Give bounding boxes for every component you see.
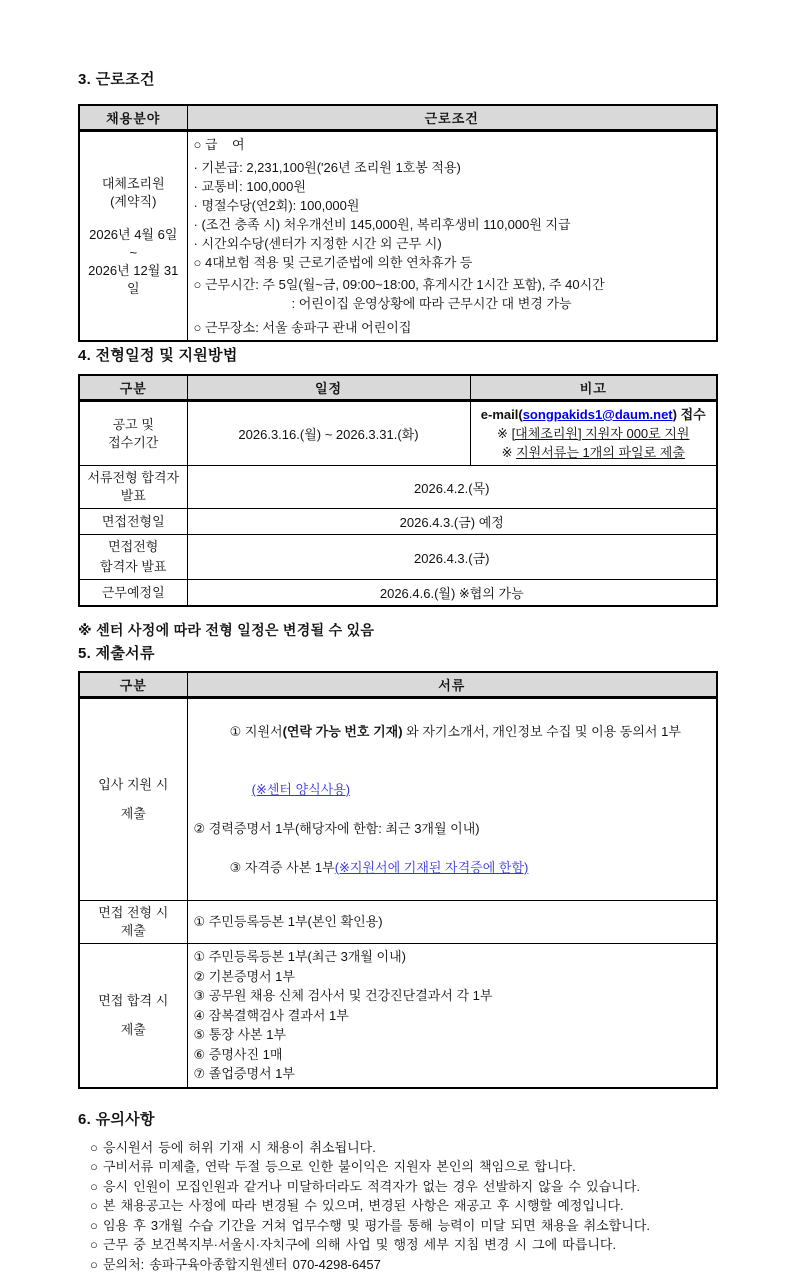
notice-item: ○ 임용 후 3개월 수습 기간을 거쳐 업무수행 및 평가를 통해 능력이 미달 되면 채용을 취소합니다. bbox=[78, 1216, 718, 1236]
table-header-row bbox=[79, 105, 717, 131]
label-line: 발표 bbox=[86, 487, 181, 505]
doc-item-license-copy bbox=[194, 839, 711, 898]
doc-item-center-form-note bbox=[194, 761, 711, 820]
table-row-interview-result bbox=[79, 535, 717, 580]
doc-item: ③ 공무원 채용 신체 검사서 및 건강진단결과서 각 1부 bbox=[194, 986, 711, 1006]
application-period-dates: 2026.3.16.(월) ~ 2026.3.31.(화) bbox=[187, 401, 470, 466]
label-line: 면접 합격 시 bbox=[86, 992, 181, 1010]
license-note: (※지원서에 기재된 자격증에 한함) bbox=[335, 860, 529, 875]
header-schedule: 일정 bbox=[187, 375, 470, 401]
notice-item: ○ 문의처: 송파구육아종합지원센터 070-4298-6457 bbox=[78, 1255, 718, 1274]
transport-allowance: · 교통비: 100,000원 bbox=[194, 177, 711, 196]
doc-item-application-form bbox=[194, 702, 711, 761]
item-bold-text: (연락 가능 번호 기재) bbox=[283, 724, 403, 739]
working-place: ○ 근무장소: 서울 송파구 관내 어린이집 bbox=[194, 318, 711, 337]
remarks-cell bbox=[470, 401, 717, 466]
working-conditions-cell bbox=[187, 131, 717, 342]
schedule-change-footnote: ※ 센터 사정에 따라 전형 일정은 변경될 수 있음 bbox=[78, 620, 718, 640]
extra-allowance: · (조건 충족 시) 처우개선비 145,000원, 복리후생비 110,000원 지급 bbox=[194, 215, 711, 234]
label-line: 합격자 발표 bbox=[86, 558, 181, 576]
section-5-title: 5. 제출서류 bbox=[78, 642, 718, 663]
doc-item: ⑤ 통장 사본 1부 bbox=[194, 1025, 711, 1045]
on-interview-label bbox=[79, 901, 187, 944]
schedule-table bbox=[78, 374, 718, 607]
header-working-conditions: 근로조건 bbox=[187, 105, 717, 131]
label-line: 입사 지원 시 bbox=[86, 776, 181, 794]
label-line: 면접전형 bbox=[86, 538, 181, 556]
table-row-on-pass bbox=[79, 944, 717, 1088]
center-form-note: (※센터 양식사용) bbox=[252, 782, 351, 797]
label-line: 제출 bbox=[86, 922, 181, 940]
working-conditions-table bbox=[78, 104, 718, 342]
email-submit-line bbox=[477, 405, 711, 424]
recruit-field-cell bbox=[79, 131, 187, 342]
interview-date-label: 면접전형일 bbox=[79, 509, 187, 535]
on-application-documents bbox=[187, 698, 717, 901]
holiday-allowance: · 명절수당(연2회): 100,000원 bbox=[194, 196, 711, 215]
doc-item: ② 기본증명서 1부 bbox=[194, 967, 711, 987]
working-hours-note: : 어린이집 운영상황에 따라 근무시간 대 변경 가능 bbox=[194, 294, 711, 313]
table-row-interview-date bbox=[79, 509, 717, 535]
table-row-on-application bbox=[79, 698, 717, 901]
doc-item-resident-register: ① 주민등록등본 1부(본인 확인용) bbox=[194, 912, 711, 932]
table-row-document-result bbox=[79, 466, 717, 509]
work-start-label: 근무예정일 bbox=[79, 580, 187, 607]
work-start-date: 2026.4.6.(월) ※협의 가능 bbox=[187, 580, 717, 607]
pay-title: ○ 급 여 bbox=[194, 135, 711, 154]
overtime-allowance: · 시간외수당(센터가 지정한 시간 외 근무 시) bbox=[194, 234, 711, 253]
label-line: 면접 전형 시 bbox=[86, 904, 181, 922]
header-category: 구분 bbox=[79, 672, 187, 698]
doc-item: ① 주민등록등본 1부(최근 3개월 이내) bbox=[194, 947, 711, 967]
on-application-label bbox=[79, 698, 187, 901]
interview-result-label bbox=[79, 535, 187, 580]
table-header-row bbox=[79, 375, 717, 401]
on-pass-documents bbox=[187, 944, 717, 1088]
interview-date-value: 2026.4.3.(금) 예정 bbox=[187, 509, 717, 535]
label-line: 접수기간 bbox=[86, 434, 181, 452]
doc-item: ④ 잠복결핵검사 결과서 1부 bbox=[194, 1006, 711, 1026]
table-header-row bbox=[79, 672, 717, 698]
date-tilde: ~ bbox=[86, 244, 181, 262]
header-documents: 서류 bbox=[187, 672, 717, 698]
submission-documents-table bbox=[78, 671, 718, 1089]
section-4-title: 4. 전형일정 및 지원방법 bbox=[78, 344, 718, 365]
notice-list bbox=[78, 1138, 718, 1274]
base-pay: · 기본급: 2,231,100원('26년 조리원 1호봉 적용) bbox=[194, 158, 711, 177]
notice-item: ○ 구비서류 미제출, 연락 두절 등으로 인한 불이익은 지원자 본인의 책임으로 합니다. bbox=[78, 1157, 718, 1177]
single-file-rule: 지원서류는 1개의 파일로 제출 bbox=[516, 445, 685, 460]
notice-item: ○ 본 채용공고는 사정에 따라 변경될 수 있으며, 변경된 사항은 재공고 후 시행할 예정입니다. bbox=[78, 1196, 718, 1216]
insurance-line: ○ 4대보험 적용 및 근로기준법에 의한 연차휴가 등 bbox=[194, 253, 711, 272]
contract-end-date: 2026년 12월 31일 bbox=[86, 262, 181, 298]
applicant-name-rule: [대체조리원] 지원자 000로 지원 bbox=[512, 426, 690, 441]
table-row-on-interview bbox=[79, 901, 717, 944]
doc-item: ⑥ 증명사진 1매 bbox=[194, 1045, 711, 1065]
notice-item: ○ 근무 중 보건복지부·서울시·자치구에 의해 사업 및 행정 세부 지침 변경 시 그에 따릅니다. bbox=[78, 1235, 718, 1255]
application-period-label bbox=[79, 401, 187, 466]
item-text: ③ 자격증 사본 1부 bbox=[230, 860, 335, 875]
email-link[interactable]: songpakids1@daum.net bbox=[523, 407, 673, 422]
working-hours: ○ 근무시간: 주 5일(월~금, 09:00~18:00, 휴게시간 1시간 포함), 주 40시간 bbox=[194, 275, 711, 294]
label-line: 제출 bbox=[86, 1021, 181, 1039]
table-row-application-period bbox=[79, 401, 717, 466]
position-name: 대체조리원 bbox=[86, 175, 181, 193]
table-row bbox=[79, 131, 717, 342]
document-result-label bbox=[79, 466, 187, 509]
section-6-title: 6. 유의사항 bbox=[78, 1108, 718, 1129]
ref-mark: ※ bbox=[502, 445, 517, 460]
table-row-work-start bbox=[79, 580, 717, 607]
on-pass-label bbox=[79, 944, 187, 1088]
label-line: 공고 및 bbox=[86, 416, 181, 434]
contract-type: (계약직) bbox=[86, 193, 181, 211]
label-line: 서류전형 합격자 bbox=[86, 469, 181, 487]
applicant-name-rule-line bbox=[477, 424, 711, 443]
ref-mark: ※ bbox=[497, 426, 512, 441]
item-text: ① 지원서 bbox=[230, 724, 283, 739]
doc-item: ⑦ 졸업증명서 1부 bbox=[194, 1064, 711, 1084]
notice-item: ○ 응시원서 등에 허위 기재 시 채용이 취소됩니다. bbox=[78, 1138, 718, 1158]
section-3-title: 3. 근로조건 bbox=[78, 68, 718, 89]
email-suffix: ) 접수 bbox=[673, 407, 706, 422]
header-remarks: 비고 bbox=[470, 375, 717, 401]
interview-result-date: 2026.4.3.(금) bbox=[187, 535, 717, 580]
doc-item-career-certificate: ② 경력증명서 1부(해당자에 한함: 최근 3개월 이내) bbox=[194, 819, 711, 839]
email-prefix: e-mail( bbox=[481, 407, 523, 422]
header-recruit-field: 채용분야 bbox=[79, 105, 187, 131]
on-interview-documents bbox=[187, 901, 717, 944]
document-result-date: 2026.4.2.(목) bbox=[187, 466, 717, 509]
item-text: 와 자기소개서, 개인정보 수집 및 이용 동의서 1부 bbox=[403, 724, 681, 739]
contract-start-date: 2026년 4월 6일 bbox=[86, 226, 181, 244]
label-line: 제출 bbox=[86, 805, 181, 823]
notice-item: ○ 응시 인원이 모집인원과 같거나 미달하더라도 적격자가 없는 경우 선발하지 않을 수 있습니다. bbox=[78, 1177, 718, 1197]
single-file-rule-line bbox=[477, 443, 711, 462]
header-category: 구분 bbox=[79, 375, 187, 401]
